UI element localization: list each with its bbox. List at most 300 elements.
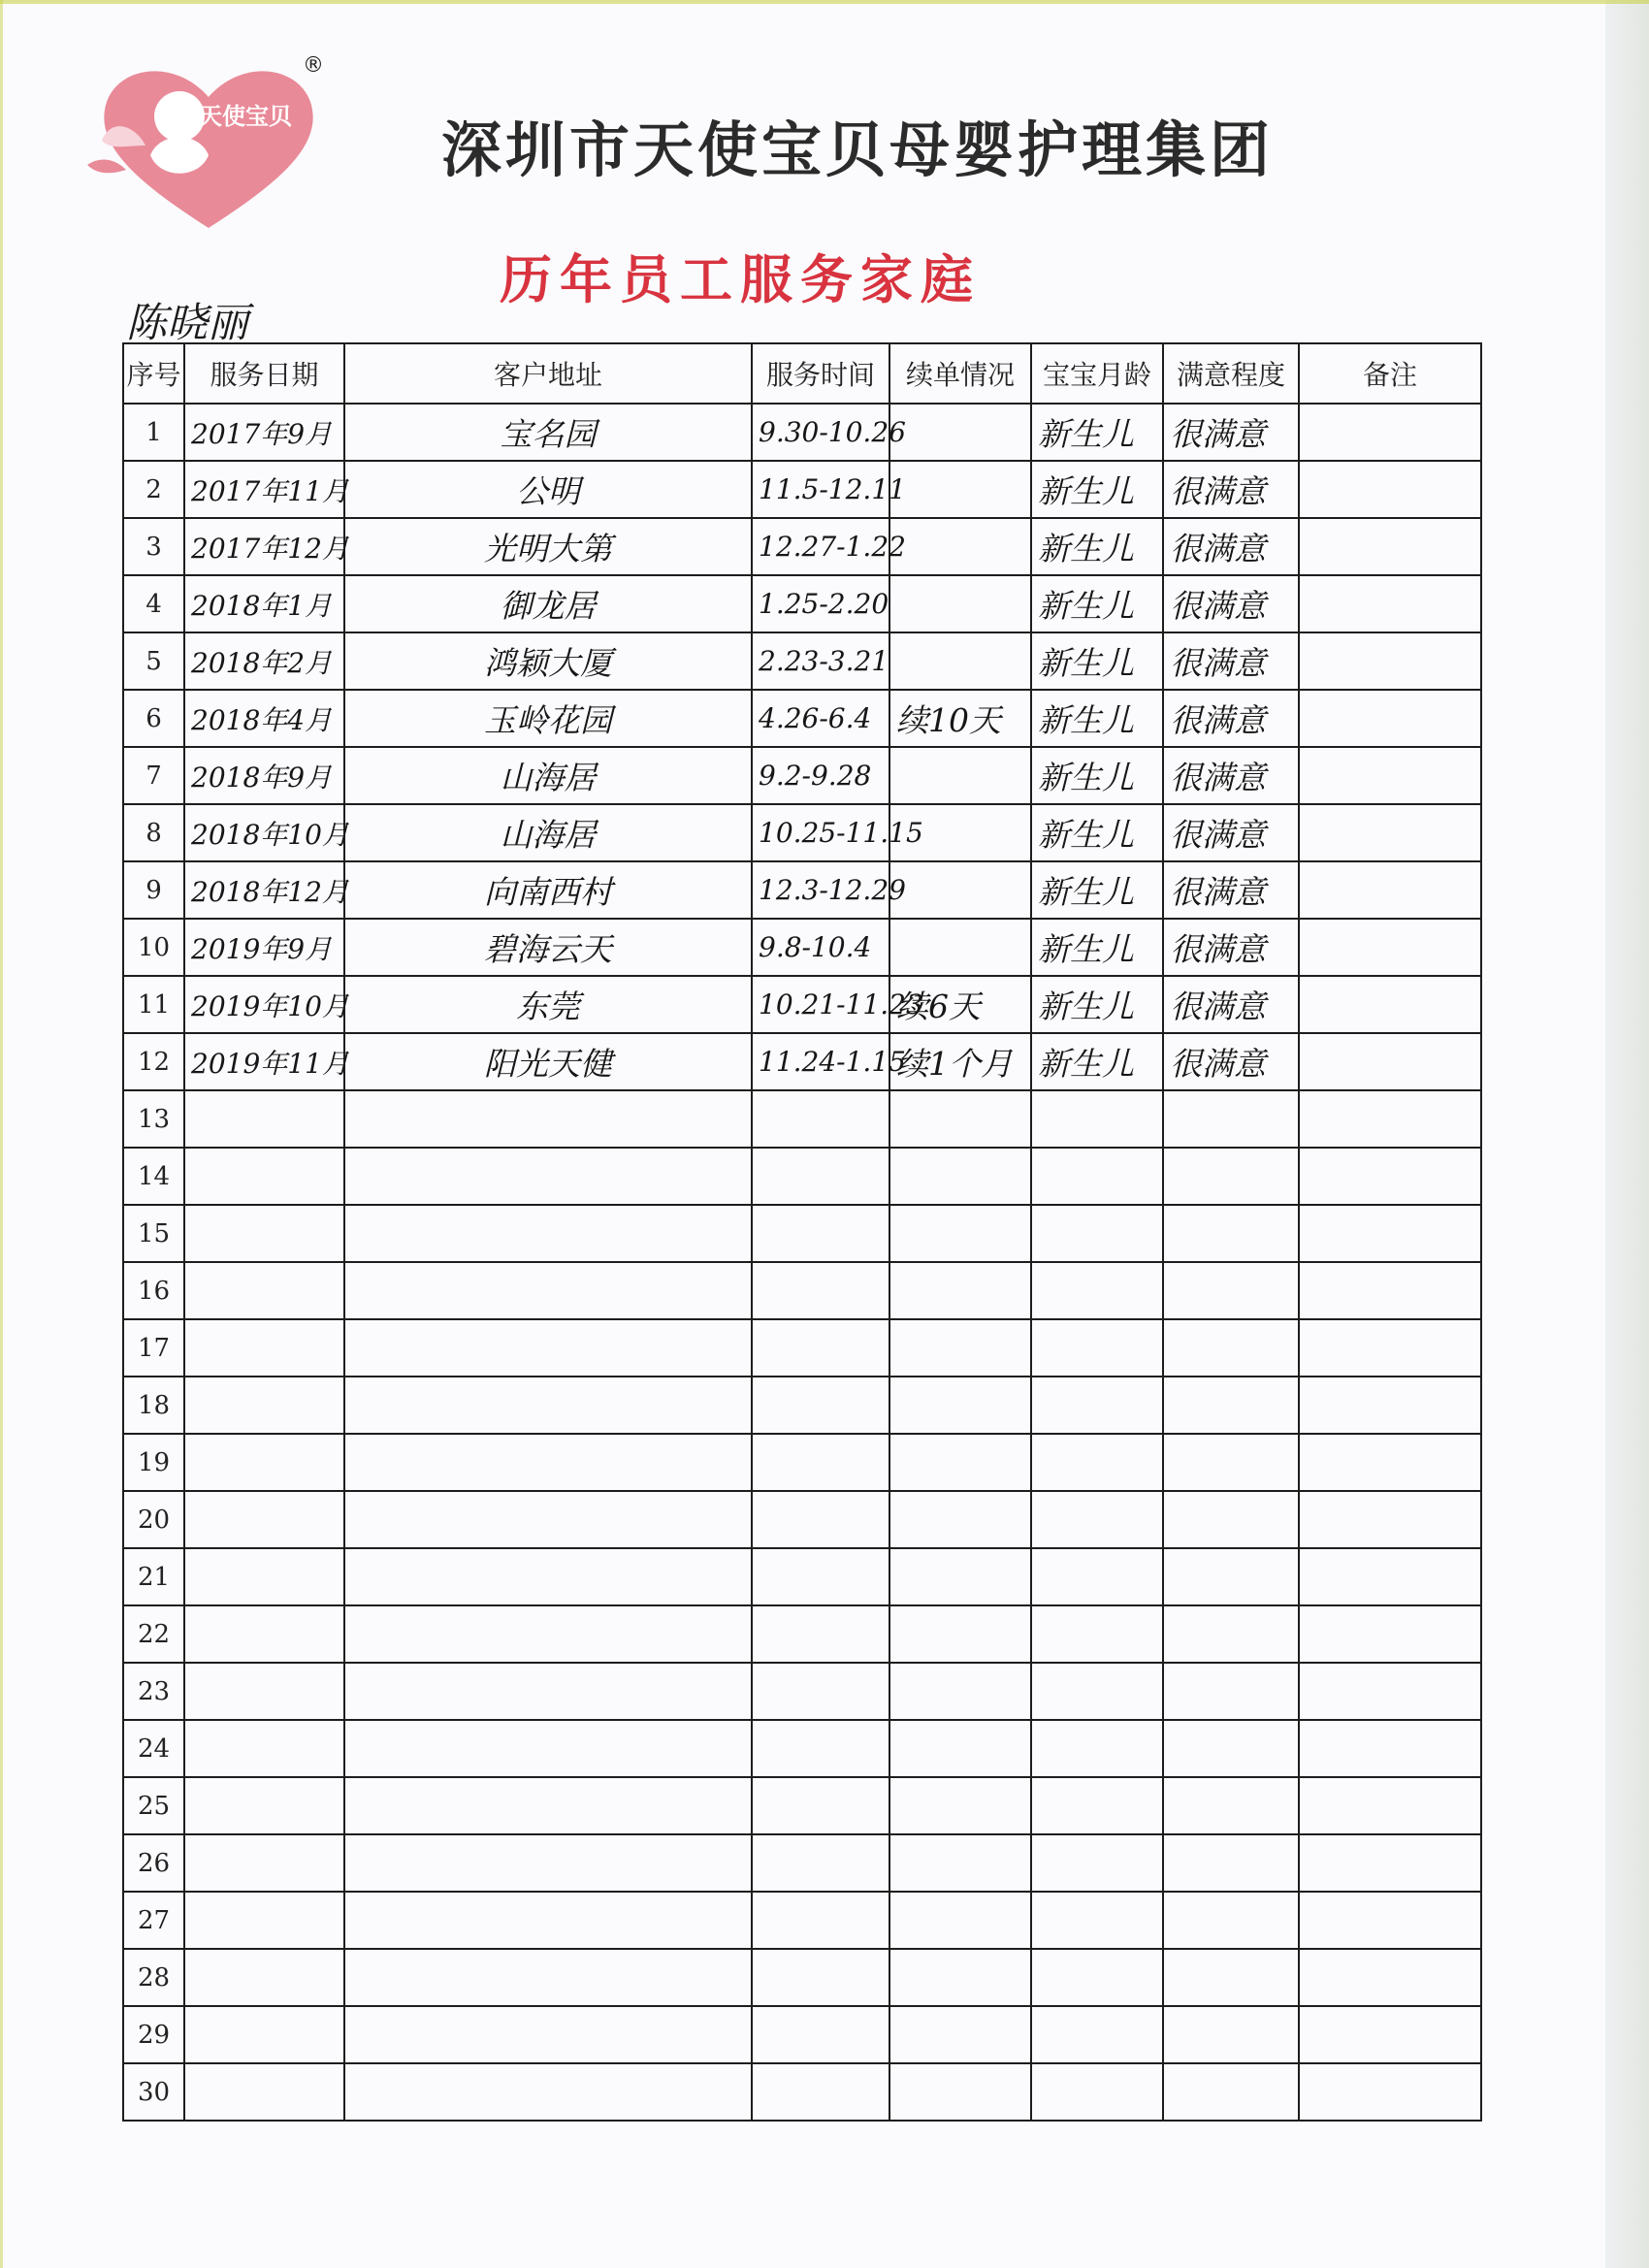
- row-number-cell: 28: [123, 1949, 184, 2006]
- client-address: 碧海云天: [484, 930, 612, 968]
- service-period: 11.5-12.11: [759, 473, 906, 505]
- service-period-cell: [752, 861, 906, 919]
- remark-cell: [1299, 575, 1481, 632]
- row-number-cell: 27: [123, 1892, 184, 1949]
- empty-cell: [184, 2006, 344, 2063]
- empty-cell: [184, 1319, 344, 1377]
- empty-cell: [889, 1205, 1031, 1262]
- table-row: [123, 1205, 1481, 1262]
- empty-cell: [752, 1434, 889, 1491]
- row-number-cell: 19: [123, 1434, 184, 1491]
- empty-cell: [1031, 1148, 1163, 1205]
- empty-cell: [1031, 1090, 1163, 1148]
- empty-cell: [1163, 1491, 1299, 1548]
- column-header: 宝宝月龄: [1031, 343, 1163, 404]
- client-address-cell: [344, 804, 752, 861]
- empty-cell: [752, 1377, 889, 1434]
- service-date: 2019年9月: [191, 932, 333, 965]
- baby-age: 新生儿: [1038, 988, 1134, 1025]
- remark-cell: [1299, 861, 1481, 919]
- satisfaction-level: 很满意: [1170, 759, 1266, 796]
- client-address: 山海居: [500, 816, 597, 854]
- baby-age: 新生儿: [1038, 759, 1134, 796]
- empty-cell: [1299, 1319, 1481, 1377]
- client-address: 公明: [516, 472, 580, 510]
- empty-cell: [1031, 1777, 1163, 1834]
- registered-mark: ®: [303, 53, 324, 78]
- empty-cell: [344, 1777, 752, 1834]
- empty-cell: [889, 1434, 1031, 1491]
- table-row: [123, 1491, 1481, 1548]
- renewal-status-cell: [889, 575, 1031, 632]
- empty-cell: [1299, 1720, 1481, 1777]
- table-row: [123, 976, 1481, 1033]
- row-number-cell: 6: [123, 690, 184, 747]
- row-number-cell: 20: [123, 1491, 184, 1548]
- column-header: 满意程度: [1163, 343, 1299, 404]
- client-address-cell: [344, 632, 752, 690]
- service-date: 2018年2月: [191, 646, 333, 679]
- service-date: 2017年12月: [191, 532, 349, 565]
- baby-age-cell: [1031, 690, 1163, 747]
- satisfaction-level: 很满意: [1170, 988, 1266, 1025]
- empty-cell: [1163, 2006, 1299, 2063]
- empty-cell: [1299, 1491, 1481, 1548]
- row-number-cell: 12: [123, 1033, 184, 1090]
- baby-age-cell: [1031, 1033, 1163, 1090]
- empty-cell: [1299, 1148, 1481, 1205]
- empty-cell: [1031, 1491, 1163, 1548]
- remark-cell: [1299, 976, 1481, 1033]
- empty-cell: [184, 1777, 344, 1834]
- empty-cell: [889, 2006, 1031, 2063]
- empty-cell: [184, 1548, 344, 1605]
- empty-cell: [1163, 1205, 1299, 1262]
- client-address: 山海居: [500, 759, 597, 796]
- empty-cell: [889, 1834, 1031, 1892]
- service-period: 11.24-1.15: [759, 1046, 906, 1078]
- service-date-cell: [184, 861, 349, 919]
- baby-age: 新生儿: [1038, 644, 1134, 682]
- renewal-status-cell: [889, 461, 1031, 518]
- column-header: 备注: [1299, 343, 1481, 404]
- baby-age: 新生儿: [1038, 1045, 1134, 1083]
- empty-cell: [1031, 1434, 1163, 1491]
- empty-cell: [752, 1205, 889, 1262]
- satisfaction-level-cell: [1163, 404, 1299, 461]
- baby-age-cell: [1031, 747, 1163, 804]
- satisfaction-level: 很满意: [1170, 930, 1266, 968]
- empty-cell: [1299, 1205, 1481, 1262]
- empty-cell: [184, 1262, 344, 1319]
- empty-cell: [184, 1205, 344, 1262]
- empty-cell: [1031, 2006, 1163, 2063]
- empty-cell: [184, 1663, 344, 1720]
- client-address-cell: [344, 690, 752, 747]
- empty-cell: [752, 1262, 889, 1319]
- empty-cell: [184, 1605, 344, 1663]
- empty-cell: [1031, 1262, 1163, 1319]
- client-address-cell: [344, 861, 752, 919]
- service-period-cell: [752, 919, 889, 976]
- empty-cell: [184, 1834, 344, 1892]
- client-address: 鸿颖大厦: [484, 644, 612, 682]
- service-date-cell: [184, 919, 344, 976]
- baby-age: 新生儿: [1038, 587, 1134, 625]
- client-address: 宝名园: [500, 415, 597, 453]
- empty-cell: [344, 2063, 752, 2121]
- empty-cell: [889, 2063, 1031, 2121]
- empty-cell: [184, 1434, 344, 1491]
- empty-cell: [344, 1434, 752, 1491]
- satisfaction-level: 很满意: [1170, 644, 1266, 682]
- baby-age-cell: [1031, 804, 1163, 861]
- empty-cell: [344, 1377, 752, 1434]
- table-row: [123, 1548, 1481, 1605]
- satisfaction-level-cell: [1163, 861, 1299, 919]
- client-address: 御龙居: [500, 587, 597, 625]
- empty-cell: [889, 1949, 1031, 2006]
- empty-cell: [1299, 1090, 1481, 1148]
- remark-cell: [1299, 632, 1481, 690]
- service-period-cell: [752, 461, 906, 518]
- row-number-cell: 26: [123, 1834, 184, 1892]
- service-date: 2018年1月: [191, 589, 333, 622]
- empty-cell: [344, 1548, 752, 1605]
- empty-cell: [752, 1663, 889, 1720]
- table-row: [123, 1892, 1481, 1949]
- service-period: 4.26-6.4: [759, 702, 872, 734]
- service-period: 9.30-10.26: [759, 416, 906, 448]
- table-row: [123, 1090, 1481, 1148]
- table-row: [123, 1434, 1481, 1491]
- service-period: 1.25-2.20: [759, 588, 889, 620]
- empty-cell: [752, 1720, 889, 1777]
- empty-cell: [344, 1949, 752, 2006]
- empty-cell: [184, 1949, 344, 2006]
- table-row: [123, 1148, 1481, 1205]
- scan-border-left: [0, 0, 3, 2268]
- table-row: [123, 2063, 1481, 2121]
- satisfaction-level: 很满意: [1170, 472, 1266, 510]
- row-number-cell: 21: [123, 1548, 184, 1605]
- empty-cell: [1163, 1148, 1299, 1205]
- table-row: [123, 1605, 1481, 1663]
- baby-age-cell: [1031, 976, 1163, 1033]
- table-row: [123, 1663, 1481, 1720]
- service-date-cell: [184, 1033, 349, 1090]
- baby-age-cell: [1031, 518, 1163, 575]
- empty-cell: [1031, 1949, 1163, 2006]
- table-row: [123, 2006, 1481, 2063]
- empty-cell: [889, 1663, 1031, 1720]
- satisfaction-level-cell: [1163, 632, 1299, 690]
- empty-cell: [752, 1491, 889, 1548]
- empty-cell: [889, 1720, 1031, 1777]
- table-row: [123, 1319, 1481, 1377]
- service-period-cell: [752, 976, 923, 1033]
- remark-cell: [1299, 461, 1481, 518]
- empty-cell: [752, 1319, 889, 1377]
- empty-cell: [344, 1720, 752, 1777]
- empty-cell: [1163, 1892, 1299, 1949]
- empty-cell: [1299, 1663, 1481, 1720]
- renewal-status-cell: [889, 690, 1031, 747]
- baby-age-cell: [1031, 861, 1163, 919]
- empty-cell: [1299, 1377, 1481, 1434]
- client-address-cell: [344, 575, 752, 632]
- empty-cell: [889, 1548, 1031, 1605]
- table-row: [123, 632, 1481, 690]
- satisfaction-level-cell: [1163, 747, 1299, 804]
- empty-cell: [889, 1090, 1031, 1148]
- baby-age-cell: [1031, 404, 1163, 461]
- empty-cell: [184, 1090, 344, 1148]
- service-date-cell: [184, 632, 344, 690]
- row-number-cell: 1: [123, 404, 184, 461]
- empty-cell: [184, 1377, 344, 1434]
- row-number-cell: 2: [123, 461, 184, 518]
- empty-cell: [752, 1605, 889, 1663]
- renewal-status: 续10天: [896, 701, 1001, 739]
- renewal-status-cell: [889, 518, 1031, 575]
- row-number-cell: 10: [123, 919, 184, 976]
- row-number-cell: 3: [123, 518, 184, 575]
- baby-age: 新生儿: [1038, 530, 1134, 567]
- empty-cell: [1031, 1205, 1163, 1262]
- satisfaction-level-cell: [1163, 690, 1299, 747]
- empty-cell: [1031, 1720, 1163, 1777]
- empty-cell: [1163, 1090, 1299, 1148]
- empty-cell: [1031, 2063, 1163, 2121]
- service-date-cell: [184, 747, 344, 804]
- client-address: 向南西村: [484, 873, 612, 911]
- baby-age-cell: [1031, 461, 1163, 518]
- empty-cell: [1031, 1663, 1163, 1720]
- scan-edge: [1605, 0, 1649, 2268]
- empty-cell: [1299, 1777, 1481, 1834]
- table-header-row: [123, 343, 1481, 404]
- empty-cell: [1299, 1605, 1481, 1663]
- service-date: 2018年9月: [191, 761, 333, 794]
- empty-cell: [752, 1892, 889, 1949]
- angel-heart-logo-icon: [82, 49, 335, 243]
- satisfaction-level-cell: [1163, 976, 1299, 1033]
- empty-cell: [184, 1491, 344, 1548]
- baby-age: 新生儿: [1038, 415, 1134, 453]
- row-number-cell: 7: [123, 747, 184, 804]
- table-row: [123, 461, 1481, 518]
- service-period: 2.23-3.21: [759, 645, 889, 677]
- empty-cell: [344, 1605, 752, 1663]
- empty-cell: [1299, 1434, 1481, 1491]
- service-period-cell: [752, 804, 923, 861]
- empty-cell: [1163, 1434, 1299, 1491]
- client-address-cell: [344, 747, 752, 804]
- baby-age: 新生儿: [1038, 816, 1134, 854]
- empty-cell: [1163, 1720, 1299, 1777]
- empty-cell: [752, 2006, 889, 2063]
- service-period-cell: [752, 690, 889, 747]
- row-number-cell: 25: [123, 1777, 184, 1834]
- empty-cell: [184, 1720, 344, 1777]
- empty-cell: [344, 1834, 752, 1892]
- service-period: 9.2-9.28: [759, 760, 872, 792]
- renewal-status-cell: [889, 976, 1031, 1033]
- row-number-cell: 8: [123, 804, 184, 861]
- empty-cell: [344, 1892, 752, 1949]
- renewal-status: 续6天: [896, 988, 981, 1025]
- service-period-cell: [752, 632, 889, 690]
- baby-age: 新生儿: [1038, 930, 1134, 968]
- company-name: 深圳市天使宝贝母婴护理集团: [441, 114, 1275, 185]
- client-address-cell: [344, 518, 752, 575]
- column-header: 服务日期: [184, 343, 344, 404]
- empty-cell: [752, 1148, 889, 1205]
- column-header: 客户地址: [344, 343, 752, 404]
- service-period-cell: [752, 518, 906, 575]
- empty-cell: [889, 1777, 1031, 1834]
- satisfaction-level: 很满意: [1170, 816, 1266, 854]
- service-date: 2018年12月: [191, 875, 349, 908]
- row-number-cell: 5: [123, 632, 184, 690]
- row-number-cell: 13: [123, 1090, 184, 1148]
- empty-cell: [1163, 1262, 1299, 1319]
- empty-cell: [889, 1319, 1031, 1377]
- table-row: [123, 690, 1481, 747]
- table-row: [123, 518, 1481, 575]
- row-number-cell: 30: [123, 2063, 184, 2121]
- row-number-cell: 14: [123, 1148, 184, 1205]
- satisfaction-level: 很满意: [1170, 873, 1266, 911]
- service-period: 10.21-11.23: [759, 988, 923, 1021]
- column-header: 序号: [123, 343, 184, 404]
- client-address: 东莞: [516, 988, 580, 1025]
- empty-cell: [752, 1090, 889, 1148]
- remark-cell: [1299, 1033, 1481, 1090]
- client-address-cell: [344, 976, 752, 1033]
- row-number-cell: 15: [123, 1205, 184, 1262]
- service-date: 2019年11月: [191, 1047, 349, 1080]
- remark-cell: [1299, 919, 1481, 976]
- table-row: [123, 1033, 1481, 1090]
- service-date: 2019年10月: [191, 989, 349, 1022]
- empty-cell: [752, 1834, 889, 1892]
- service-date: 2018年10月: [191, 818, 349, 851]
- client-address-cell: [344, 1033, 752, 1090]
- table-row: [123, 1834, 1481, 1892]
- renewal-status-cell: [889, 747, 1031, 804]
- renewal-status-cell: [889, 1033, 1031, 1090]
- scan-border-top: [0, 0, 1649, 4]
- employee-name: 陈晓丽: [126, 299, 249, 346]
- empty-cell: [752, 1949, 889, 2006]
- service-history-table: [122, 342, 1482, 2122]
- client-address-cell: [344, 919, 752, 976]
- baby-age-cell: [1031, 632, 1163, 690]
- table-row: [123, 1777, 1481, 1834]
- baby-age-cell: [1031, 919, 1163, 976]
- row-number-cell: 24: [123, 1720, 184, 1777]
- renewal-status-cell: [889, 404, 1031, 461]
- client-address: 阳光天健: [484, 1045, 612, 1083]
- row-number-cell: 11: [123, 976, 184, 1033]
- empty-cell: [752, 1777, 889, 1834]
- empty-cell: [344, 1663, 752, 1720]
- empty-cell: [1163, 1777, 1299, 1834]
- service-date-cell: [184, 690, 344, 747]
- service-period: 9.8-10.4: [759, 931, 872, 963]
- empty-cell: [1299, 1949, 1481, 2006]
- empty-cell: [184, 1892, 344, 1949]
- empty-cell: [344, 1491, 752, 1548]
- baby-age: 新生儿: [1038, 701, 1134, 739]
- row-number-cell: 23: [123, 1663, 184, 1720]
- empty-cell: [1031, 1834, 1163, 1892]
- empty-cell: [1163, 1663, 1299, 1720]
- empty-cell: [1163, 1319, 1299, 1377]
- empty-cell: [1163, 1605, 1299, 1663]
- table-row: [123, 1262, 1481, 1319]
- empty-cell: [752, 1548, 889, 1605]
- client-address-cell: [344, 404, 752, 461]
- satisfaction-level-cell: [1163, 1033, 1299, 1090]
- empty-cell: [344, 1205, 752, 1262]
- row-number-cell: 18: [123, 1377, 184, 1434]
- column-header: 续单情况: [889, 343, 1031, 404]
- service-date: 2017年11月: [191, 474, 349, 507]
- row-number-cell: 22: [123, 1605, 184, 1663]
- empty-cell: [1031, 1605, 1163, 1663]
- empty-cell: [889, 1262, 1031, 1319]
- client-address-cell: [344, 461, 752, 518]
- service-date-cell: [184, 404, 344, 461]
- renewal-status-cell: [889, 919, 1031, 976]
- empty-cell: [1031, 1319, 1163, 1377]
- empty-cell: [1031, 1377, 1163, 1434]
- service-date-cell: [184, 461, 349, 518]
- table-row: [123, 861, 1481, 919]
- baby-age: 新生儿: [1038, 873, 1134, 911]
- baby-age: 新生儿: [1038, 472, 1134, 510]
- service-date-cell: [184, 976, 349, 1033]
- empty-cell: [1163, 2063, 1299, 2121]
- renewal-status: 续1个月: [896, 1045, 1013, 1083]
- table-row: [123, 1377, 1481, 1434]
- empty-cell: [1299, 1834, 1481, 1892]
- service-date: 2018年4月: [191, 703, 333, 736]
- empty-cell: [889, 1491, 1031, 1548]
- empty-cell: [344, 2006, 752, 2063]
- empty-cell: [1163, 1834, 1299, 1892]
- remark-cell: [1299, 404, 1481, 461]
- empty-cell: [184, 2063, 344, 2121]
- row-number-cell: 16: [123, 1262, 184, 1319]
- service-period-cell: [752, 575, 889, 632]
- empty-cell: [889, 1605, 1031, 1663]
- client-address: 光明大第: [484, 530, 612, 567]
- table-row: [123, 1949, 1481, 2006]
- empty-cell: [889, 1892, 1031, 1949]
- column-header: 服务时间: [752, 343, 889, 404]
- renewal-status-cell: [889, 632, 1031, 690]
- empty-cell: [889, 1377, 1031, 1434]
- remark-cell: [1299, 747, 1481, 804]
- baby-age-cell: [1031, 575, 1163, 632]
- table-row: [123, 804, 1481, 861]
- satisfaction-level-cell: [1163, 518, 1299, 575]
- table-row: [123, 575, 1481, 632]
